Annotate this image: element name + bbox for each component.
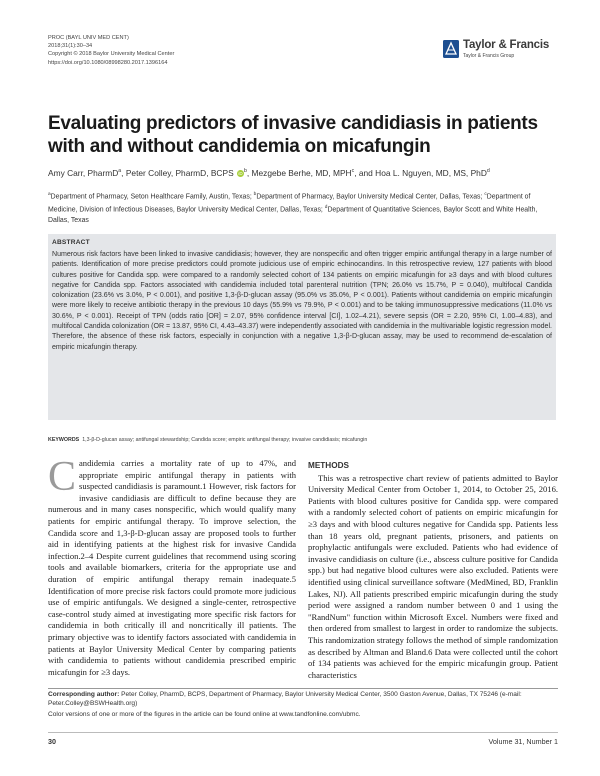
author-sup: a (118, 168, 122, 175)
meta-line: Copyright © 2018 Baylor University Medical Center (48, 51, 175, 58)
publisher-name: Taylor & Francis (463, 39, 550, 51)
affiliation: Department of Quantitative Sciences, Baylor Scott and White Health, Dallas, Texas (48, 206, 538, 224)
author-name: Amy Carr, PharmD (48, 168, 119, 178)
body-column-left (48, 454, 296, 678)
footer-divider (48, 732, 558, 733)
keywords-text: 1,3-β-D-glucan assay; antifungal stewardship; Candida score; empiric antifungal therapy; invasive candidiasis; micafungin (82, 437, 368, 443)
affiliation: Department of Medicine, Division of Infectious Diseases, Baylor University Medical Center, Dallas, Texas; (48, 193, 531, 214)
doi-link[interactable]: https://doi.org/10.1080/08998280.2017.1396164 (48, 59, 168, 66)
author-sup: b (243, 168, 247, 175)
intro-text: andidemia carries a mortality rate of up to 47%, and appropriate empiric antifungal therapy in patients with suspected candidiasis is paramount.1 However, risk factors for invasive candidiasis are difficult to define because they are numerous and in many cases nonspecific, which would qualify many patients for empiric antifungal therapy. To improve selection, the Candida score and 1,3-β-D-glucan assay are proposed tools to further aid in identifying patients at the highest risk for invasive Candida infection.2–4 Despite current guidelines that recommend using scoring tools and available biomarkers, criteria for the appropriate use and duration of empiric antifungal therapy remain inadequate.5 Identification of more precise risk factors could promote more judicious use of empiric antifungals. We designed a single-center, retrospective case-control study aimed at investigating more specific risk factors for candidemia in both critically ill and noncritically ill patients. The primary objective was to identify factors associated with candidemia in patients at Baylor University Medical Center by comparing patients with candidemia to patients without candidemia prescribed empiric micafungin for ≥3 days. (48, 458, 296, 677)
corresponding-author (48, 690, 558, 709)
section-heading: METHODS (308, 461, 349, 470)
corr-label: Corresponding author: (48, 691, 120, 698)
publisher-logo-icon (442, 39, 460, 59)
author-list: Amy Carr, PharmD$^a$, Peter Colley, PharmD, BCPS $iD^b$, Mezgebe Berhe, MD, MPH$^c$, and Hoa L. Nguyen, MD, MS, PhD$^d$ (48, 168, 490, 178)
affiliations (48, 190, 560, 226)
body-column-right (308, 460, 558, 681)
abstract-box (48, 234, 556, 420)
keywords (48, 437, 558, 443)
abstract-text: Numerous risk factors have been linked to invasive candidiasis; however, they are nonspecific and often trigger empiric antifungal therapy in a large number of patients. Identification of more precise predictors could promote judicious use of empiric echinocandins. In this retrospective review, 127 patients with blood cultures positive for Candida spp. were compared to a randomly selected cohort of 134 patients on empiric micafungin for ≥3 days and with blood cultures negative for Candida spp. Factors associated with candidemia included total parenteral nutrition (TPN; 26.0% vs 15.7%, P = 0.040), multifocal Candida colonization (23.6% vs 3.0%, P < 0.001), and positive 1,3-β-D-glucan assay (95.0% vs 35.0%, P < 0.001). Patients without candidemia on empiric micafungin were more likely to receive antibiotic therapy in the previous 10 days (55.9% vs 79.9%, P < 0.001) and to be taking immunosuppressive medications (11.0% vs 30.6%, P < 0.001). Receipt of TPN (odds ratio [OR] = 2.07, 95% confidence interval [CI], 1.02–4.21), severe sepsis (OR = 2.20, 95% CI, 1.00–4.83), and multifocal Candida colonization (OR = 13.87, 95% CI, 4.43–43.37) were independently associated with candidemia in the multivariable logistic regression model. Therefore, the absence of these risk factors, especially in conjunction with a negative 1,3-β-D-glucan assay, may be used to recommend de-escalation of empiric micafungin therapy. (52, 251, 552, 351)
author-name: Peter Colley, PharmD, BCPS (125, 168, 234, 178)
meta-line: PROC (BAYL UNIV MED CENT) (48, 35, 129, 41)
corr-text: Peter Colley, PharmD, BCPS, Department of Pharmacy, Baylor University Medical Center, 3500 Gaston Avenue, Dallas, TX 75246 (e-mail: Peter.Colley@BSWHealth.org) (48, 691, 522, 708)
orcid-icon[interactable]: iD (238, 171, 243, 176)
affiliation: Department of Pharmacy, Baylor University Medical Center, Dallas, Texas; (256, 193, 485, 201)
abstract-heading: ABSTRACT (52, 239, 90, 246)
publisher-logo (442, 37, 557, 63)
journal-meta (48, 34, 174, 67)
affil-sup: c (484, 192, 487, 197)
article-title: Evaluating predictors of invasive candidiasis in patients with and without candidemia on micafungin (48, 113, 538, 157)
meta-line: 2018;31(1):30–34 (48, 43, 93, 50)
affil-sup: a (48, 192, 51, 197)
drop-cap: C (48, 454, 77, 500)
affil-sup: b (253, 192, 257, 197)
keywords-label: KEYWORDS (48, 437, 80, 443)
page-number: 30 (48, 737, 56, 746)
author-sup: c (351, 168, 355, 175)
affiliation: Department of Pharmacy, Seton Healthcare Family, Austin, Texas; (50, 193, 254, 201)
volume-info: Volume 31, Number 1 (488, 737, 558, 746)
author-name: Hoa L. Nguyen, MD, MS, PhD (375, 168, 487, 178)
methods-text: This was a retrospective chart review of patients admitted to Baylor University Medical Center from October 1, 2014, to October 25, 2016. Patients with blood cultures positive for Candida spp. were compared with a randomly selected cohort of patients on empiric micafungin for ≥3 days and with blood cultures negative for Candida spp. Patients less than 18 years old, pregnant patients, prisoners, and patients on prophylactic antifungals were excluded. Patients who had evidence of invasive candidiasis on culture (i.e., abscess culture positive for Candida spp.) but had negative blood cultures were also excluded. Patients were identified using clinical surveillance software (MedMined, BD, Franklin Lakes, NJ). All patients prescribed empiric micafungin during the study period were assigned a random number between 0 and 1 using the "RandNum" function within Microsoft Excel. Numbers were fixed and then ordered from smallest to largest in order to randomize the subjects. This randomization strategy follows the method of simple randomization as described by Altman and Bland.6 Data were collected until the cohort of 134 patients was achieved for the empiric micafungin group. Patient characteristics (308, 472, 558, 680)
affil-sup: d (324, 204, 328, 210)
publisher-subtitle: Taylor & Francis Group (463, 53, 515, 59)
color-note: Color versions of one or more of the figures in the article can be found online at www.tandfonline.com/ubmc. (48, 711, 361, 718)
author-name: Mezgebe Berhe, MD, MPH (251, 168, 352, 178)
author-sup: d (486, 168, 490, 175)
footnote-divider (48, 688, 558, 689)
